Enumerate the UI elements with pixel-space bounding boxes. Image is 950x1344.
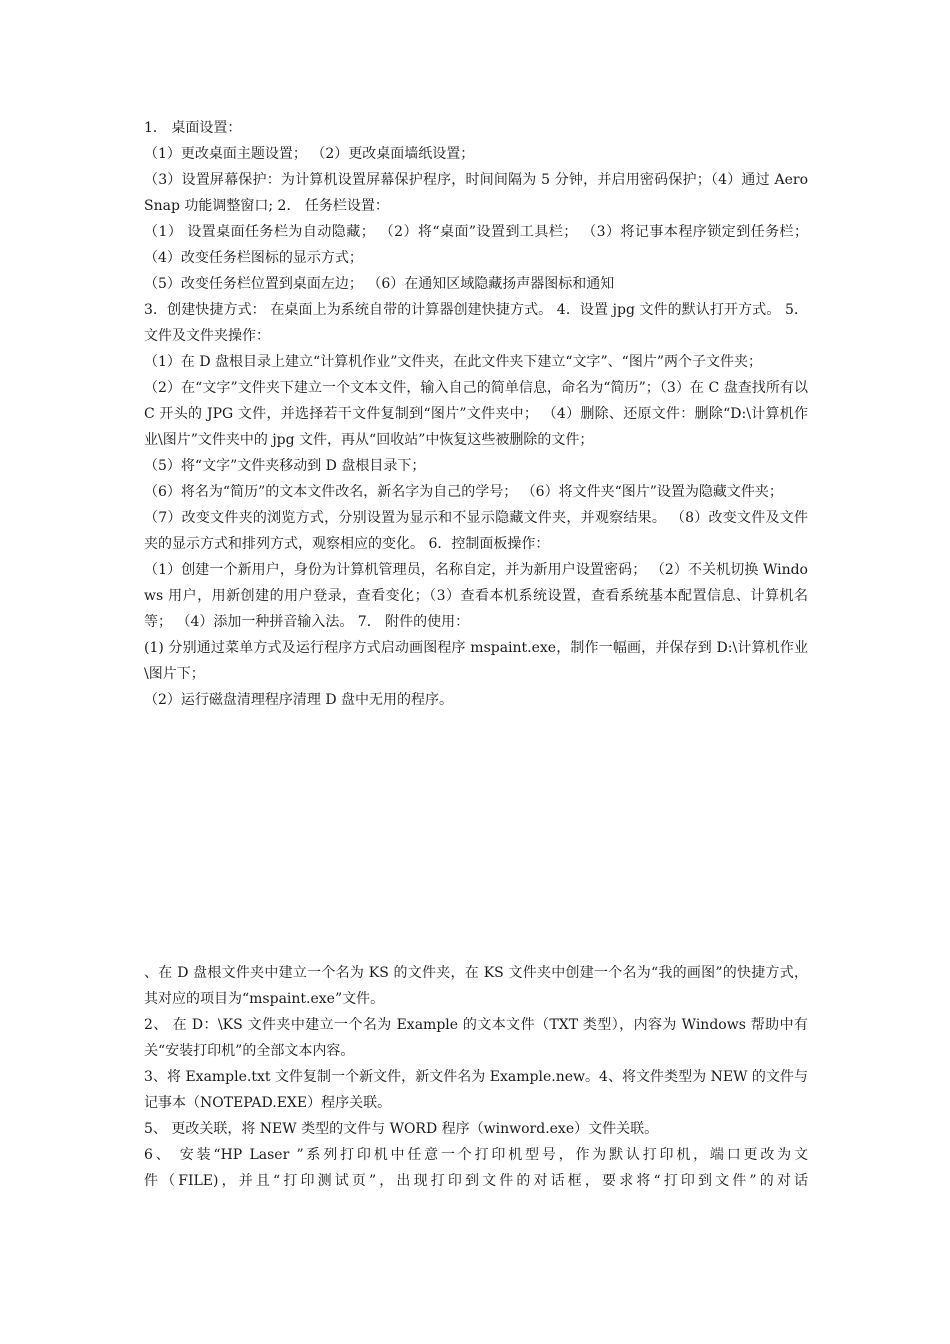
paragraph: （1）在 D 盘根目录上建立“计算机作业”文件夹，在此文件夹下建立“文字”、“图片”两个子文件夹；	[144, 354, 762, 370]
paragraph: 6、 安装“HP Laser ”系列打印机中任意一个打印机型号，作为默认打印机，端口更改为文	[144, 1147, 808, 1163]
paragraph: （6）将名为“简历”的文本文件改名，新名字为自己的学号； （6）将文件夹“图片”设置为隐藏文件夹；	[144, 484, 783, 500]
paragraph: 、在 D 盘根文件夹中建立一个名为 KS 的文件夹，在 KS 文件夹中创建一个名为“我的画图”的快捷方式，其对应的项目为“mspaint.exe”文件。	[144, 965, 808, 1007]
paragraph: （5）改变任务栏位置到桌面左边； （6）在通知区域隐藏扬声器图标和通知	[144, 276, 615, 292]
paragraph: (1) 分别通过菜单方式及运行程序方式启动画图程序 mspaint.exe，制作一幅画，并保存到 D:\计算机作业\图片下；	[144, 640, 808, 682]
paragraph: 1． 桌面设置：	[144, 120, 242, 136]
paragraph: （2）在“文字”文件夹下建立一个文本文件，输入自己的简单信息，命名为“简历”；（3）在 C 盘查找所有以 C 开头的 JPG 文件，并选择若干文件复制到“图片”文件夹中； （4）删除、还原文件：删除“D:\计算机作业\图片”文件夹中的 jpg 文件，再从“回收站”中恢复这些被删除的文件；	[144, 380, 808, 448]
paragraph: 件（FILE)，并且“打印测试页”，出现打印到文件的对话框，要求将“打印到文件”的对话	[144, 1173, 808, 1189]
paragraph: 3、将 Example.txt 文件复制一个新文件，新文件名为 Example.new。4、将文件类型为 NEW 的文件与记事本（NOTEPAD.EXE）程序关联。	[144, 1069, 808, 1111]
paragraph: 5、 更改关联，将 NEW 类型的文件与 WORD 程序（winword.exe）文件关联。	[144, 1121, 659, 1137]
paragraph: （1）更改桌面主题设置； （2）更改桌面墙纸设置；	[144, 146, 475, 162]
paragraph: （5）将“文字”文件夹移动到 D 盘根目录下；	[144, 458, 426, 474]
exercise-list-bottom	[144, 960, 808, 1194]
paragraph: 2、 在 D：\KS 文件夹中建立一个名为 Example 的文本文件（TXT 类型），内容为 Windows 帮助中有关“安装打印机”的全部文本内容。	[144, 1017, 808, 1059]
paragraph: （2）运行磁盘清理程序清理 D 盘中无用的程序。	[144, 692, 454, 708]
paragraph: （3）设置屏幕保护：为计算机设置屏幕保护程序，时间间隔为 5 分钟，并启用密码保护；（4）通过 Aero Snap 功能调整窗口; 2． 任务栏设置：	[144, 172, 808, 214]
exercise-list-top	[144, 115, 808, 713]
paragraph: （7）改变文件夹的浏览方式，分别设置为显示和不显示隐藏文件夹，并观察结果。 （8）改变文件及文件夹的显示方式和排列方式，观察相应的变化。 6．控制面板操作：	[144, 510, 808, 552]
paragraph: 3．创建快捷方式： 在桌面上为系统自带的计算器创建快捷方式。 4．设置 jpg 文件的默认打开方式。 5．文件及文件夹操作：	[144, 302, 808, 344]
paragraph: （1） 设置桌面任务栏为自动隐藏； （2）将“桌面”设置到工具栏； （3）将记事本程序锁定到任务栏； （4）改变任务栏图标的显示方式；	[144, 224, 808, 266]
paragraph: （1）创建一个新用户，身份为计算机管理员，名称自定，并为新用户设置密码； （2）不关机切换 Windows 用户，用新创建的用户登录，查看变化；（3）查看本机系统设置，查看系统基本配置信息、计算机名等； （4）添加一种拼音输入法。 7． 附件的使用：	[144, 562, 808, 630]
